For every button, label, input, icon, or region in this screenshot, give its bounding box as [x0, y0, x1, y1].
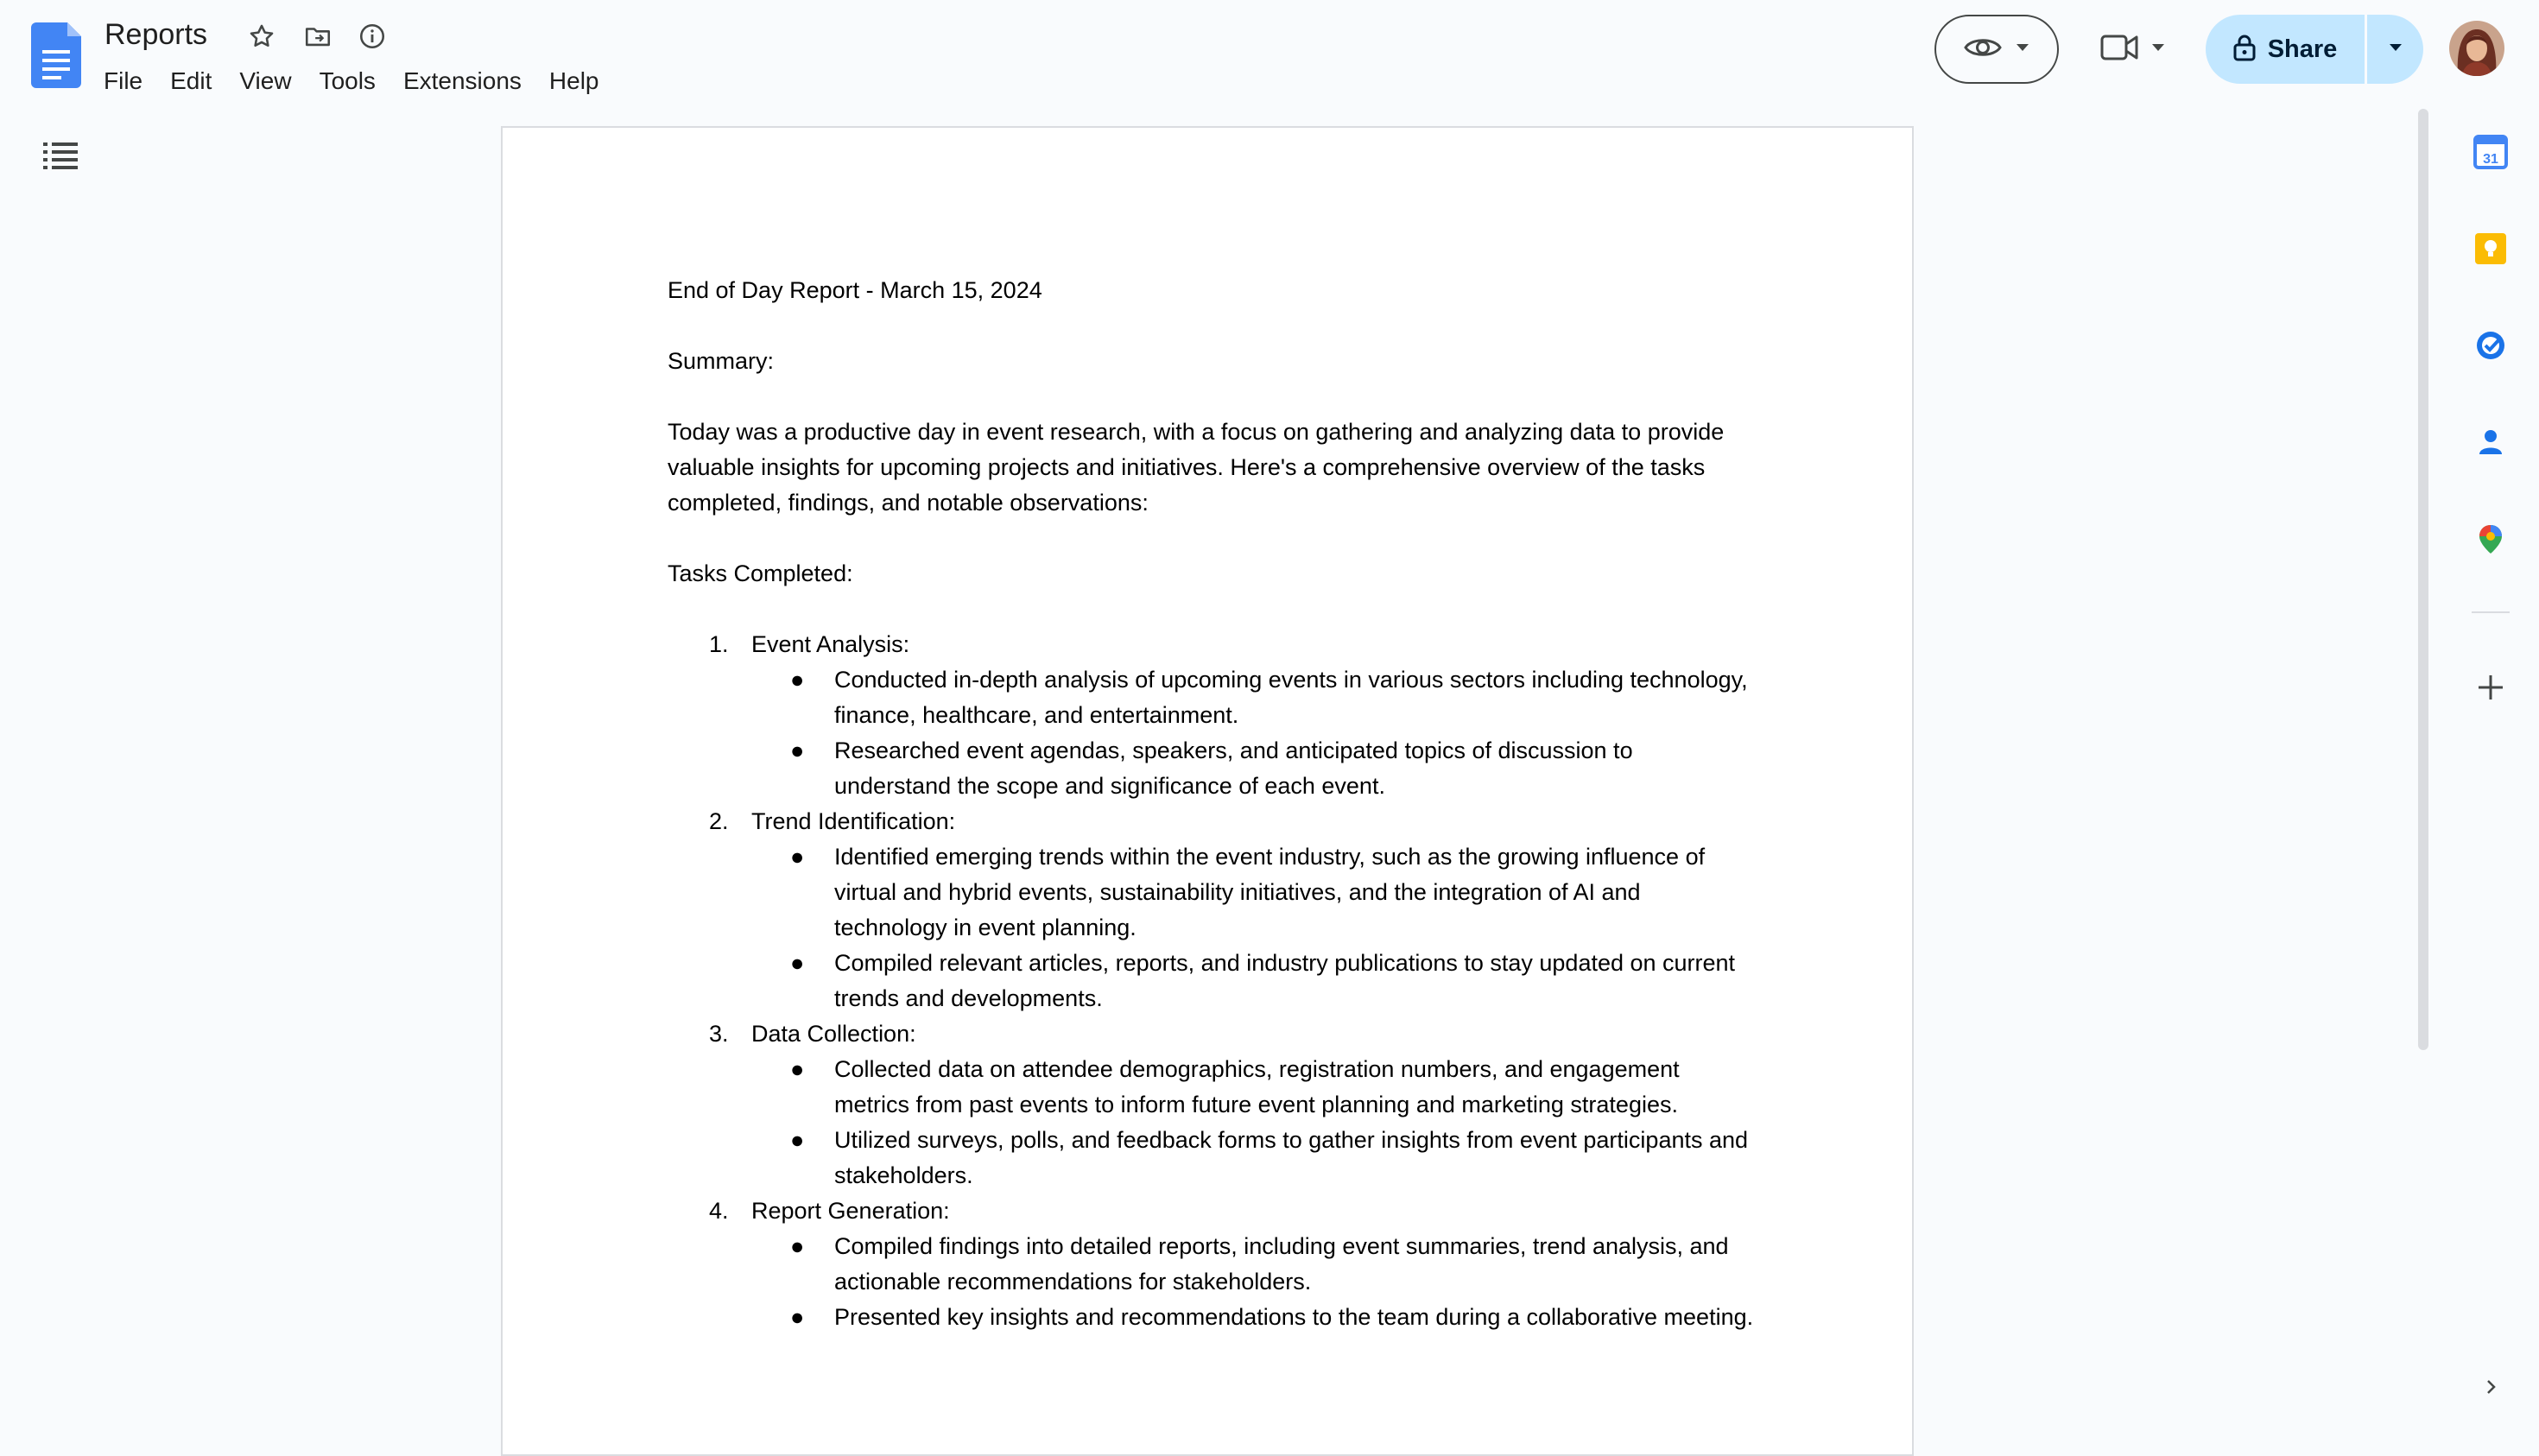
- menu-extensions[interactable]: Extensions: [402, 67, 522, 94]
- caret-down-icon: [2388, 41, 2403, 57]
- document-body[interactable]: [668, 273, 1756, 1335]
- list-number: 1.: [709, 631, 729, 657]
- task-title: Trend Identification:: [751, 808, 956, 834]
- list-item: [668, 1016, 1756, 1052]
- calendar-icon[interactable]: [2460, 121, 2522, 183]
- vertical-scrollbar[interactable]: [2418, 109, 2428, 1050]
- contacts-icon[interactable]: [2460, 411, 2522, 473]
- keep-icon[interactable]: [2460, 218, 2522, 280]
- tasks-icon[interactable]: [2460, 314, 2522, 377]
- bullet-icon: ●: [790, 1056, 805, 1082]
- list-item: [668, 1052, 1756, 1123]
- bullet-text: Compiled findings into detailed reports, including event summaries, trend analysis, and actionable recommendations for stakeholders.: [834, 1233, 1729, 1295]
- chevron-right-icon[interactable]: [2460, 1356, 2522, 1418]
- task-title: Event Analysis:: [751, 631, 910, 657]
- menu-view[interactable]: View: [239, 67, 292, 94]
- side-panel-divider: [2472, 611, 2510, 613]
- caret-down-icon: [2015, 41, 2030, 57]
- view-mode-button[interactable]: [1934, 15, 2059, 84]
- share-button[interactable]: [2206, 15, 2365, 84]
- meet-button[interactable]: [2090, 15, 2176, 84]
- menu-edit[interactable]: Edit: [170, 67, 212, 94]
- star-icon[interactable]: [244, 19, 279, 54]
- caret-down-icon: [2150, 41, 2166, 57]
- list-item: [668, 662, 1756, 733]
- bullet-icon: ●: [790, 1127, 805, 1153]
- list-item: [668, 1300, 1756, 1335]
- menu-file[interactable]: File: [104, 67, 143, 94]
- document-title[interactable]: Reports: [104, 18, 208, 51]
- list-number: 4.: [709, 1198, 729, 1224]
- bullet-text: Identified emerging trends within the event industry, such as the growing influence of virtual and hybrid events, sustainability initiatives, and the integration of AI and technology in event planning.: [834, 844, 1706, 940]
- bullet-text: Utilized surveys, polls, and feedback forms to gather insights from event participants and stakeholders.: [834, 1127, 1749, 1188]
- summary-label: Summary:: [668, 348, 775, 374]
- add-icon[interactable]: [2460, 656, 2522, 719]
- account-avatar[interactable]: [2449, 21, 2504, 76]
- report-heading: End of Day Report - March 15, 2024: [668, 277, 1042, 303]
- docs-logo-icon[interactable]: [31, 22, 86, 88]
- bullet-icon: ●: [790, 667, 805, 693]
- list-item: [668, 946, 1756, 1016]
- list-number: 2.: [709, 808, 729, 834]
- list-item: [668, 627, 1756, 662]
- bullet-icon: ●: [790, 1304, 805, 1330]
- list-number: 3.: [709, 1021, 729, 1047]
- task-title: Report Generation:: [751, 1198, 950, 1224]
- menu-bar: [90, 59, 613, 104]
- lock-icon: [2233, 34, 2256, 66]
- eye-icon: [1963, 34, 2003, 66]
- bullet-text: Collected data on attendee demographics, registration numbers, and engagement metrics from past events to inform future event planning and marketing strategies.: [834, 1056, 1680, 1117]
- bullet-text: Presented key insights and recommendations to the team during a collaborative meeting.: [834, 1304, 1754, 1330]
- task-title: Data Collection:: [751, 1021, 916, 1047]
- list-item: [668, 804, 1756, 839]
- maps-icon[interactable]: [2460, 508, 2522, 570]
- bullet-icon: ●: [790, 950, 805, 976]
- list-item: [668, 1123, 1756, 1193]
- bullet-icon: ●: [790, 844, 805, 870]
- list-item: [668, 733, 1756, 804]
- bullet-text: Compiled relevant articles, reports, and industry publications to stay updated on current trends and developments.: [834, 950, 1736, 1011]
- move-to-folder-icon[interactable]: [301, 19, 335, 54]
- share-options-button[interactable]: [2367, 15, 2423, 84]
- video-camera-icon: [2100, 33, 2140, 66]
- list-item: [668, 1229, 1756, 1300]
- document-outline-icon[interactable]: [41, 138, 79, 173]
- share-label: Share: [2267, 35, 2338, 63]
- share-button-group: [2206, 15, 2423, 84]
- bullet-icon: ●: [790, 737, 805, 763]
- list-item: [668, 1193, 1756, 1229]
- bullet-icon: ●: [790, 1233, 805, 1259]
- menu-tools[interactable]: Tools: [319, 67, 376, 94]
- summary-text: Today was a productive day in event research, with a focus on gathering and analyzing data to provide valuable insights for upcoming projects and initiatives. Here's a comprehensive overview of the tasks completed, findings, and notable observations:: [668, 419, 1725, 516]
- list-item: [668, 839, 1756, 946]
- bullet-text: Conducted in-depth analysis of upcoming events in various sectors including technology, finance, healthcare, and entertainment.: [834, 667, 1748, 728]
- bullet-text: Researched event agendas, speakers, and anticipated topics of discussion to understand the scope and significance of each event.: [834, 737, 1633, 799]
- calendar-day: 31: [2483, 152, 2498, 167]
- info-icon[interactable]: [355, 19, 389, 54]
- menu-help[interactable]: Help: [548, 67, 599, 94]
- top-bar: [0, 0, 2539, 121]
- tasks-label: Tasks Completed:: [668, 560, 853, 586]
